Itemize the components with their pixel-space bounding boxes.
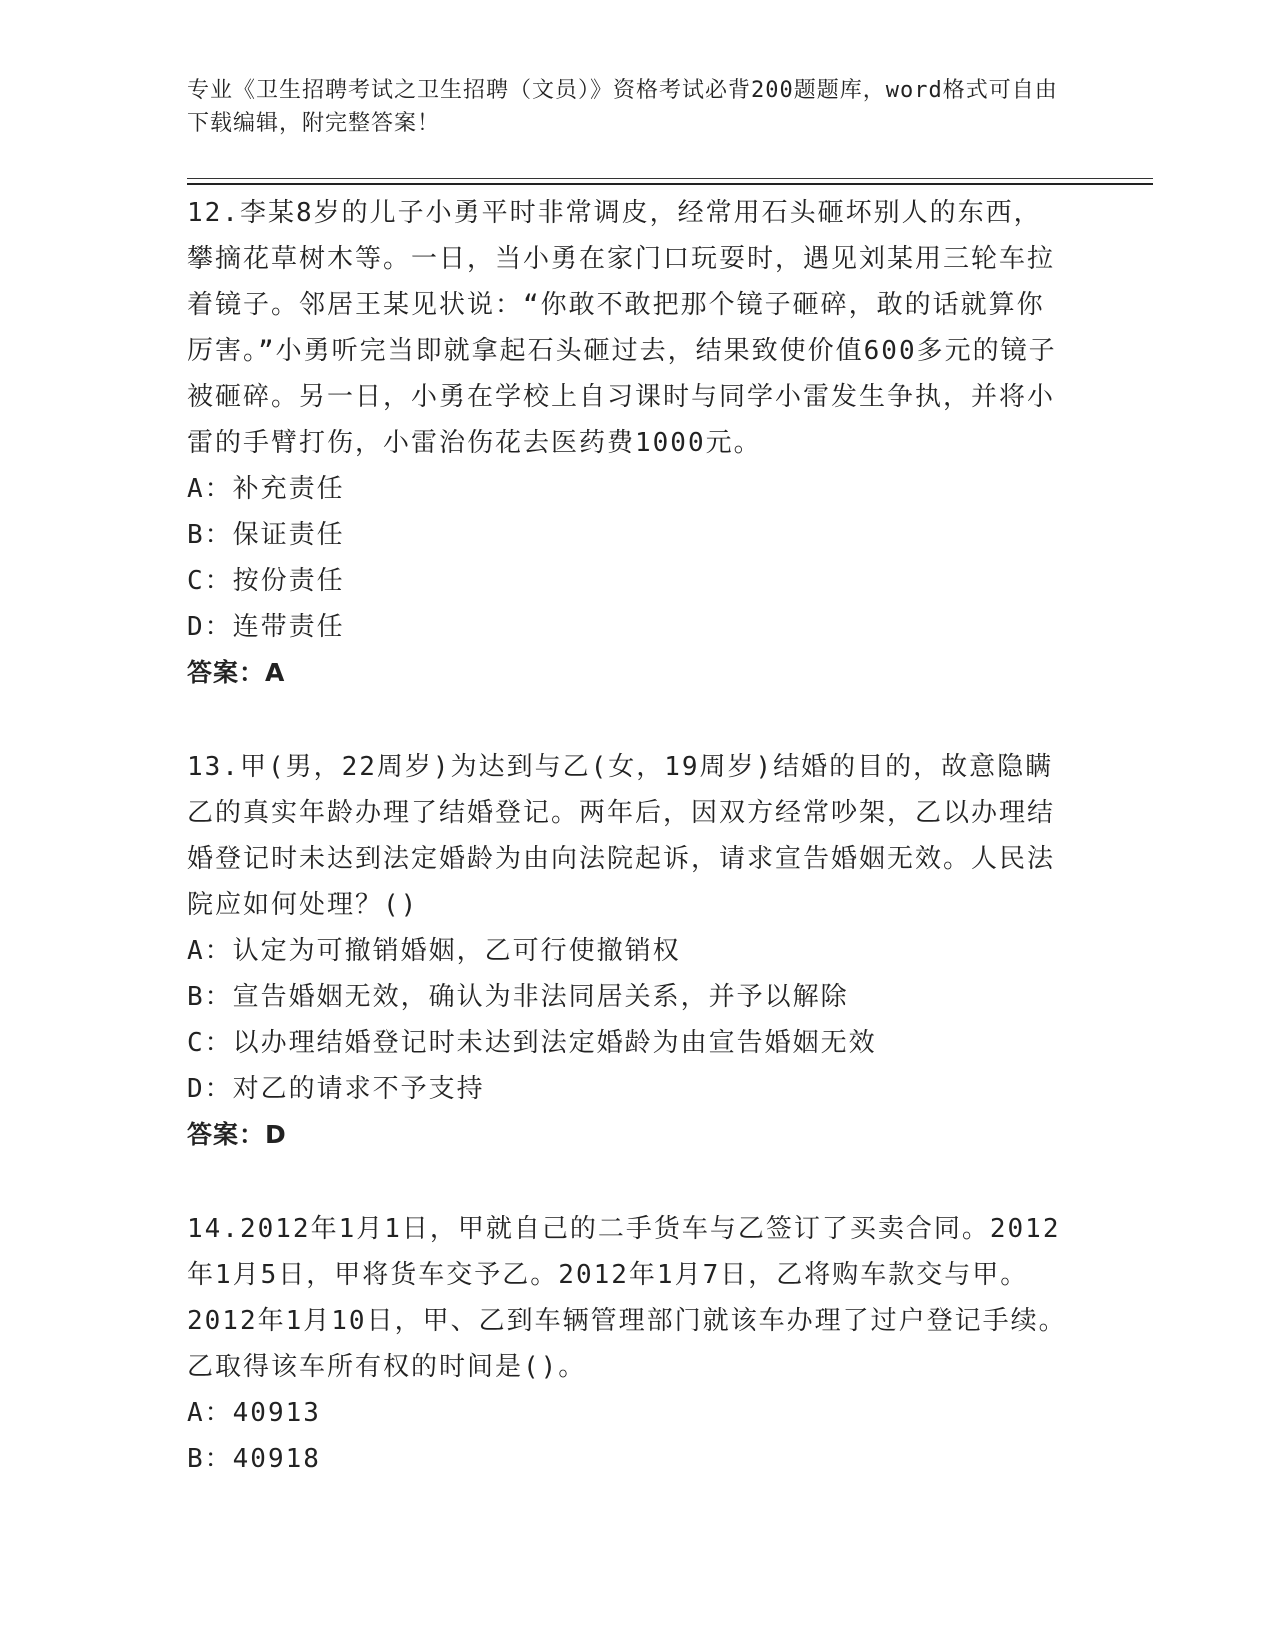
answer-label: 答案：A bbox=[187, 658, 286, 687]
header-divider-thin bbox=[187, 178, 1153, 179]
document-header: 专业《卫生招聘考试之卫生招聘（文员）》资格考试必背200题题库，word格式可自由下载编辑，附完整答案！ bbox=[187, 78, 1058, 136]
option-c: C：以办理结婚登记时未达到法定婚龄为由宣告婚姻无效 bbox=[187, 1028, 877, 1058]
option-d: D：连带责任 bbox=[187, 612, 345, 642]
option-a: A：补充责任 bbox=[187, 474, 345, 504]
option-b: B：宣告婚姻无效，确认为非法同居关系，并予以解除 bbox=[187, 982, 849, 1012]
question-list bbox=[187, 190, 1087, 1530]
option-a: A：认定为可撤销婚姻，乙可行使撤销权 bbox=[187, 936, 681, 966]
answer-label: 答案：D bbox=[187, 1120, 287, 1149]
option-a: A：40913 bbox=[187, 1398, 321, 1428]
question-text: 12.李某8岁的儿子小勇平时非常调皮，经常用石头砸坏别人的东西，攀摘花草树木等。一日，当小勇在家门口玩耍时，遇见刘某用三轮车拉着镜子。邻居王某见状说：“你敢不敢把那个镜子砸碎，敢的话就算你厉害。”小勇听完当即就拿起石头砸过去，结果致使价值600多元的镜子被砸碎。另一日，小勇在学校上自习课时与同学小雷发生争执，并将小雷的手臂打伤，小雷治伤花去医药费1000元。 bbox=[187, 198, 1057, 458]
header-divider-thick bbox=[187, 183, 1153, 185]
question-text: 13.甲(男，22周岁)为达到与乙(女，19周岁)结婚的目的，故意隐瞒乙的真实年龄办理了结婚登记。两年后，因双方经常吵架，乙以办理结婚登记时未达到法定婚龄为由向法院起诉，请求宣告婚姻无效。人民法院应如何处理？() bbox=[187, 752, 1056, 920]
option-b: B：40918 bbox=[187, 1444, 321, 1474]
option-d: D：对乙的请求不予支持 bbox=[187, 1074, 485, 1104]
question-13 bbox=[187, 744, 1087, 1158]
question-12 bbox=[187, 190, 1087, 696]
option-b: B：保证责任 bbox=[187, 520, 345, 550]
question-text: 14.2012年1月1日，甲就自己的二手货车与乙签订了买卖合同。2012年1月5日，甲将货车交予乙。2012年1月7日，乙将购车款交与甲。2012年1月10日，甲、乙到车辆管理部门就该车办理了过户登记手续。乙取得该车所有权的时间是()。 bbox=[187, 1214, 1067, 1382]
question-14 bbox=[187, 1206, 1087, 1482]
option-c: C：按份责任 bbox=[187, 566, 345, 596]
